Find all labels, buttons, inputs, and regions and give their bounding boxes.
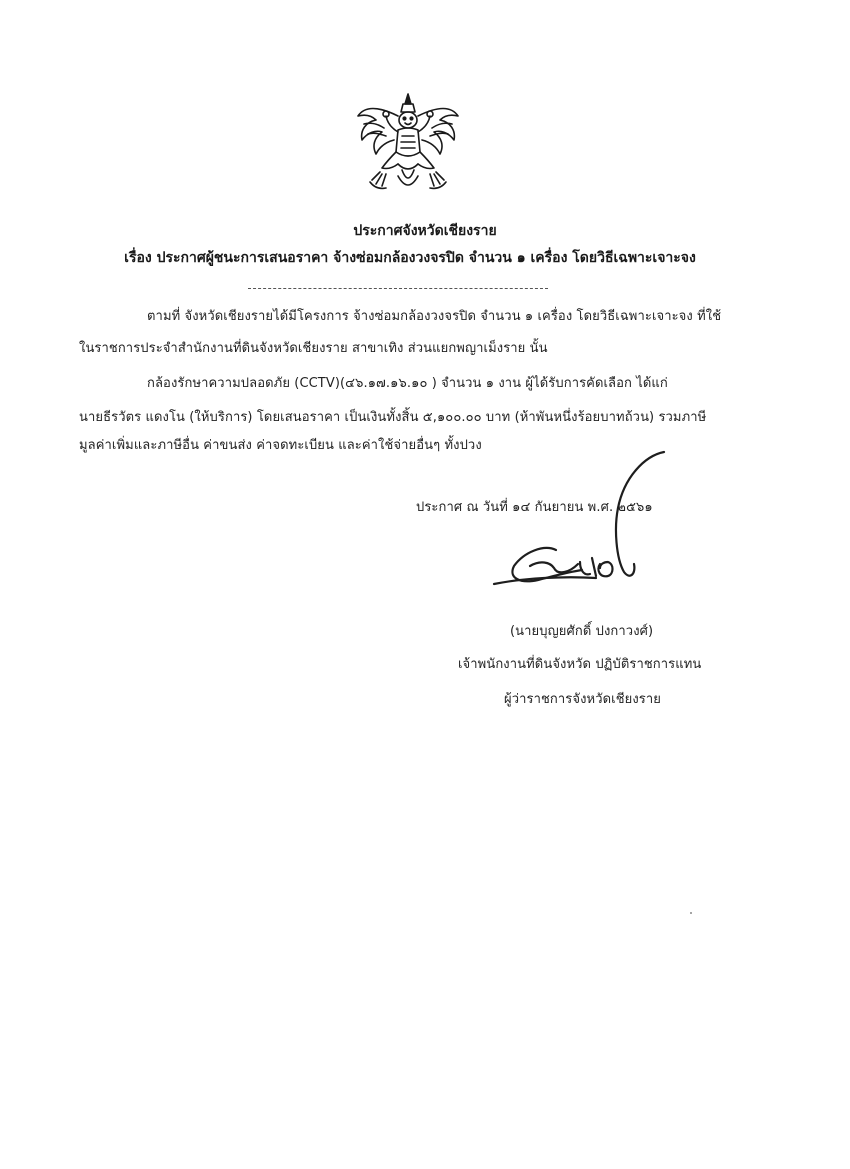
announcement-date: ประกาศ ณ วันที่ ๑๔ กันยายน พ.ศ. ๒๕๖๑ (416, 500, 653, 515)
body-line-3: กล้องรักษาความปลอดภัย (CCTV)(๔๖.๑๗.๑๖.๑๐ ) จำนวน ๑ งาน ผู้ได้รับการคัดเลือก ได้แก่ (147, 376, 668, 391)
signer-position-1: เจ้าพนักงานที่ดินจังหวัด ปฏิบัติราชการแทน (458, 657, 702, 672)
signer-position-2: ผู้ว่าราชการจังหวัดเชียงราย (504, 692, 661, 707)
body-line-5: มูลค่าเพิ่มและภาษีอื่น ค่าขนส่ง ค่าจดทะเบียน และค่าใช้จ่ายอื่นๆ ทั้งปวง (79, 438, 482, 453)
garuda-emblem-icon (352, 90, 464, 202)
body-line-1: ตามที่ จังหวัดเชียงรายได้มีโครงการ จ้างซ่อมกล้องวงจรปิด จำนวน ๑ เครื่อง โดยวิธีเฉพาะเจาะจง ที่ใช้ (147, 309, 722, 324)
signer-name: (นายบุญยศักดิ์ ปงกาวงศ์) (510, 624, 654, 639)
handwritten-signature-icon (484, 448, 684, 598)
announcement-title: ประกาศจังหวัดเชียงราย (353, 223, 497, 239)
scan-speck (690, 912, 692, 914)
divider-line (248, 288, 548, 289)
body-line-2: ในราชการประจำสำนักงานที่ดินจังหวัดเชียงราย สาขาเทิง ส่วนแยกพญาเม็งราย นั้น (79, 341, 548, 356)
announcement-subject: เรื่อง ประกาศผู้ชนะการเสนอราคา จ้างซ่อมกล้องวงจรปิด จำนวน ๑ เครื่อง โดยวิธีเฉพาะเจาะจง (124, 250, 696, 266)
body-line-4: นายธีรวัตร แดงโน (ให้บริการ) โดยเสนอราคา เป็นเงินทั้งสิ้น ๕,๑๐๐.๐๐ บาท (ห้าพันหนึ่งร้อยบาทถ้วน) รวมภาษี (79, 410, 707, 425)
